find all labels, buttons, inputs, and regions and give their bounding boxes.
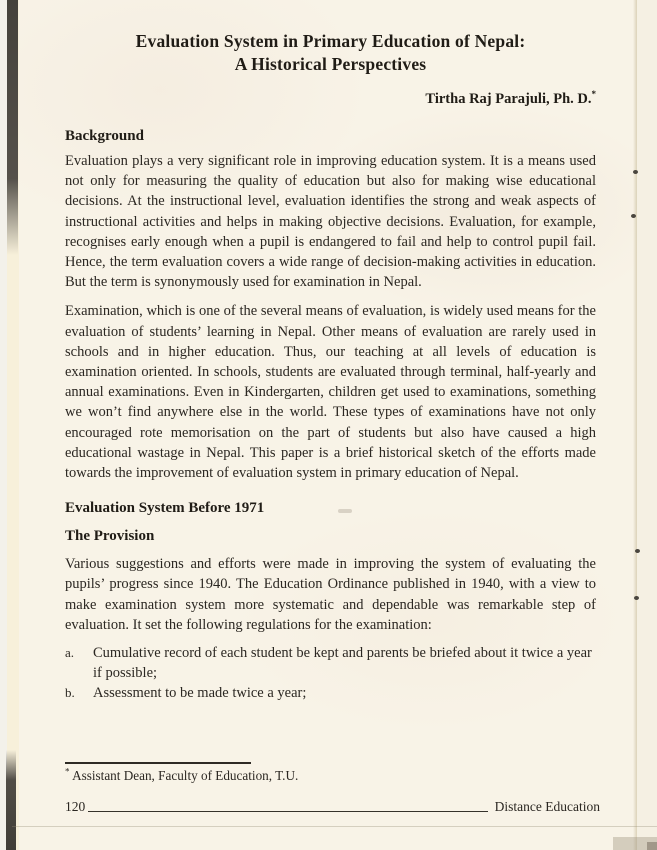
author-line [65,91,596,108]
page-footer [65,799,600,815]
section-heading-background: Background [65,128,144,144]
scan-edge-left-white [0,0,7,850]
scan-edge-left-dark-bottom [6,750,16,850]
footnote-block [65,762,596,784]
paragraph-examination-means: Examination, which is one of the several means of evaluation, is widely used means for the evaluation of students’ learning in Nepal. Other means of evaluation are rarely used in schools and in higher education. Thus, our teaching at all levels of education is examination oriented. In schools, students are evaluated through terminal, half-yearly and annual examinations. Even in Kindergarten, children get used to examinations, something we won’t find anywhere else in the world. These types of examinations have not only encouraged rote memorisation on the part of students but also have caused a high educational wastage in Nepal. This paper is a brief historical sketch of the efforts made towards the improvement of evaluation system in primary education of Nepal. [65,303,596,482]
list-marker-b: b. [65,685,75,701]
scan-edge-left-dark-top [7,0,18,255]
page-number: 120 [65,799,86,814]
paper-title-line1: Evaluation System in Primary Education of Nepal: [135,31,526,51]
list-marker-a: a. [65,645,75,661]
section-heading-provision: The Provision [65,528,155,545]
footnote-text [65,768,596,784]
list-item-b [65,683,596,703]
list-item-a [65,643,596,683]
author-footnote-marker: * [591,89,596,100]
scan-corner-bottom-right-dark [647,842,657,850]
paper-title [65,30,596,76]
paragraph-evaluation-role: Evaluation plays a very significant role in improving education system. It is a means used not only for measuring the quality of education but also for making wise educational decisions. At the instructional level, evaluation identifies the strong and weak aspects of instructional activities and helps in making objective decisions. Evaluation, for example, recognises early enough when a pupil is endangered to fail and help to control pupil fail. Hence, the term evaluation covers a wide range of decision-making activities in education. But the term is synonymously used for examination in Nepal. [65,153,596,291]
scan-edge-right-line [633,0,637,850]
scan-speck [633,170,638,174]
scan-speck [631,214,636,218]
footnote-content: Assistant Dean, Faculty of Education, T.U. [72,768,299,783]
list-text-a: Cumulative record of each student be kept and parents be briefed about it twice a year if possible; [93,645,592,682]
paper-title-line2: A Historical Perspectives [234,54,427,74]
footnote-divider [65,762,251,764]
footer-rule [88,810,487,812]
author-name: Tirtha Raj Parajuli, Ph. D. [425,91,592,107]
scan-speck [634,596,639,600]
paragraph-provision: Various suggestions and efforts were made in improving the system of evaluating the pupils’ progress since 1940. The Education Ordinance published in 1940, with a view to make examination system more systematic and dependable was remarkable step of evaluation. It set the following regulations for the examination: [65,556,596,633]
section-heading-before-1971: Evaluation System Before 1971 [65,500,265,517]
journal-name: Distance Education [494,799,600,814]
scan-bottom-line [12,826,657,827]
footnote-marker: * [65,766,70,777]
regulation-list [65,643,596,704]
list-text-b: Assessment to be made twice a year; [93,685,307,702]
scan-speck [635,549,640,553]
article-content [65,30,596,704]
scan-edge-right-paper [637,0,657,850]
